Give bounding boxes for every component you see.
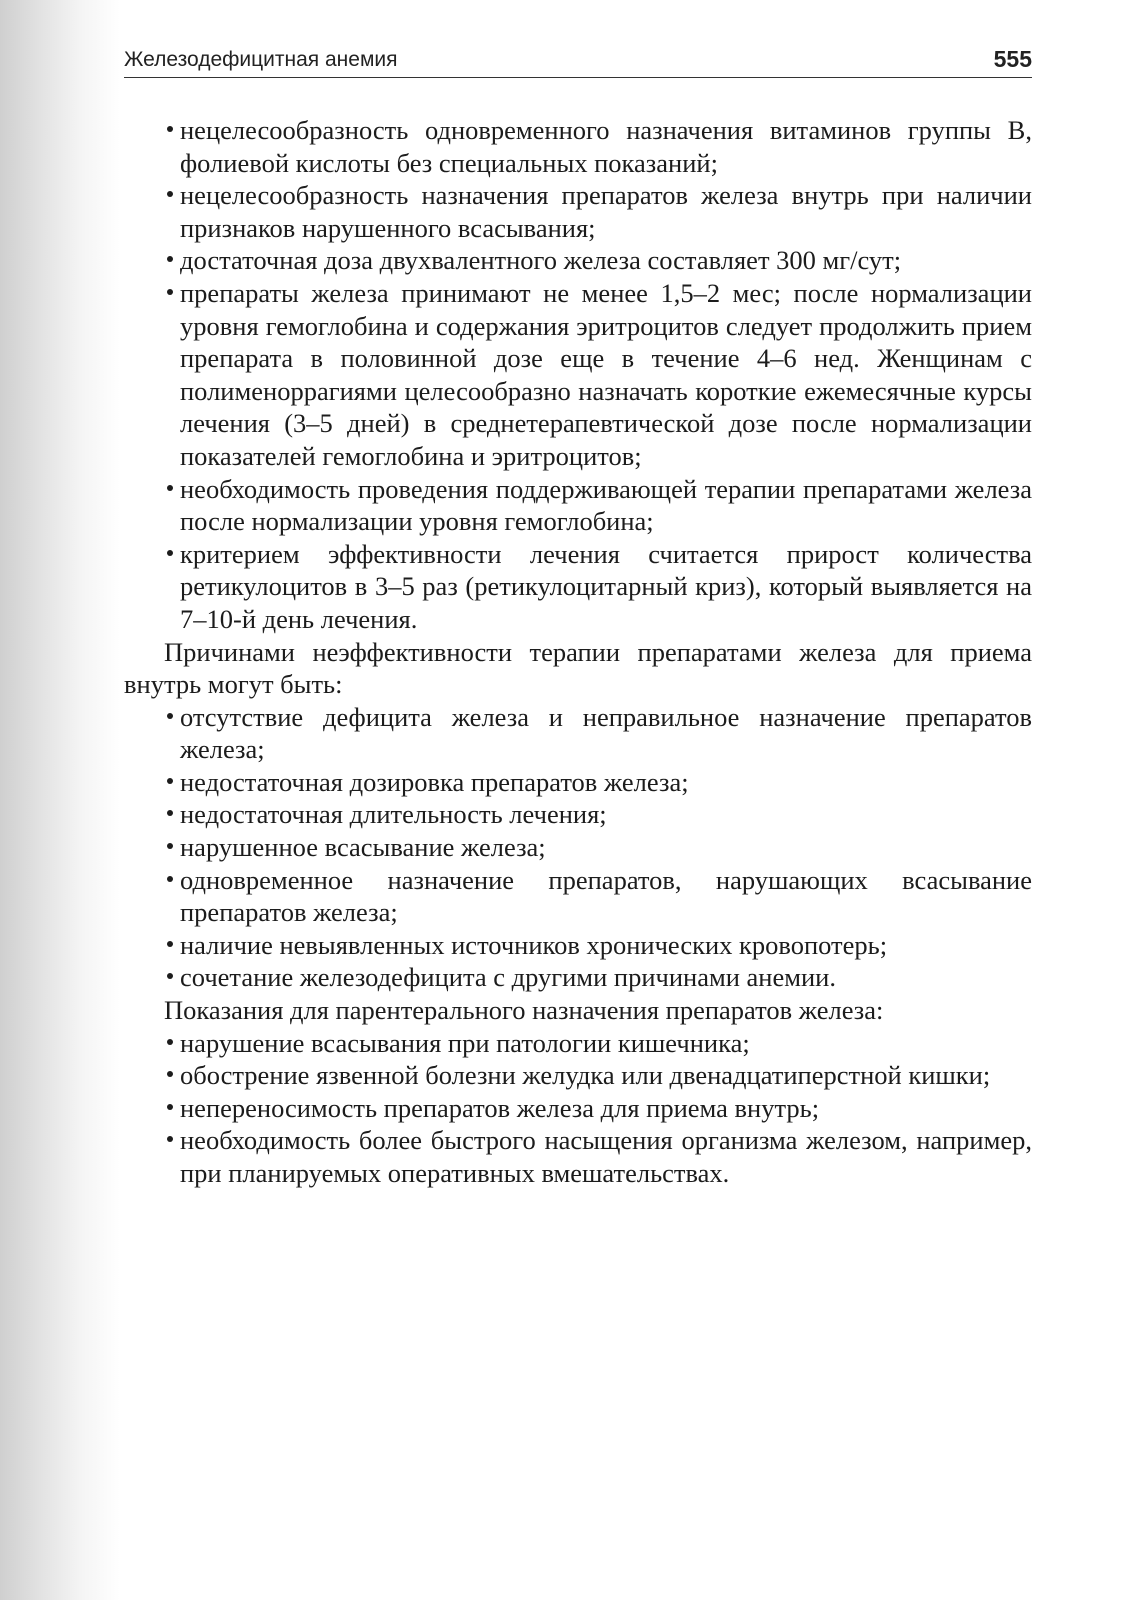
running-header [124,46,1032,76]
list-item: препараты железа принимают не менее 1,5–2 мес; после нормализации уровня гемоглобина и содержания эритроцитов следует продолжить прием препарата в половинной дозе еще в течение 4–6 нед. Женщинам с полименоррагиями целесообразно назначать короткие ежемесячные курсы лечения (3–5 дней) в среднетерапевтической дозе после нормализации показателей гемоглобина и эритроцитов; [180,277,1032,471]
bullet-list-causes [124,701,1032,994]
chapter-title: Железодефицитная анемия [124,48,398,71]
list-item: наличие невыявленных источников хронических кровопотерь; [180,929,1032,962]
list-item: недостаточная дозировка препаратов железа; [180,766,1032,799]
list-item: одновременное назначение препаратов, нарушающих всасывание препаратов железа; [180,864,1032,928]
list-item: необходимость проведения поддерживающей терапии препаратами железа после нормализации уровня гемоглобина; [180,473,1032,537]
bullet-list-recommendations [124,114,1032,636]
list-item: недостаточная длительность лечения; [180,798,1032,831]
list-item: отсутствие дефицита железа и неправильное назначение препаратов железа; [180,701,1032,765]
list-item: нарушенное всасывание железа; [180,831,1032,864]
list-item: критерием эффективности лечения считается прирост количества ретикулоцитов в 3–5 раз (ретикулоцитарный криз), который выявляется на 7–10-й день лечения. [180,538,1032,634]
list-item: обострение язвенной болезни желудка или двенадцатиперстной кишки; [180,1059,1032,1092]
list-item: необходимость более быстрого насыщения организма железом, например, при планируемых оперативных вмешательствах. [180,1125,1032,1188]
list-item: нецелесообразность назначения препаратов железа внутрь при наличии признаков нарушенного всасывания; [180,180,1032,243]
list-item: нецелесообразность одновременного назначения витаминов группы В, фолиевой кислоты без специальных показаний; [180,115,1032,178]
bullet-list-indications [124,1027,1032,1190]
list-item: сочетание железодефицита с другими причинами анемии. [180,961,1032,994]
paragraph-ineffectiveness-causes: Причинами неэффективности терапии препаратами железа для приема внутрь могут быть: [124,636,1032,700]
page-gutter-shadow [0,0,120,1600]
list-item: нарушение всасывания при патологии кишечника; [180,1027,1032,1060]
paragraph-parenteral-indications: Показания для парентерального назначения препаратов железа: [164,995,884,1026]
list-item: непереносимость препаратов железа для приема внутрь; [180,1092,1032,1125]
header-rule [124,77,1032,78]
page-number: 555 [993,46,1032,72]
list-item: достаточная доза двухвалентного железа составляет 300 мг/сут; [180,244,1032,277]
page-body [124,114,1032,1190]
